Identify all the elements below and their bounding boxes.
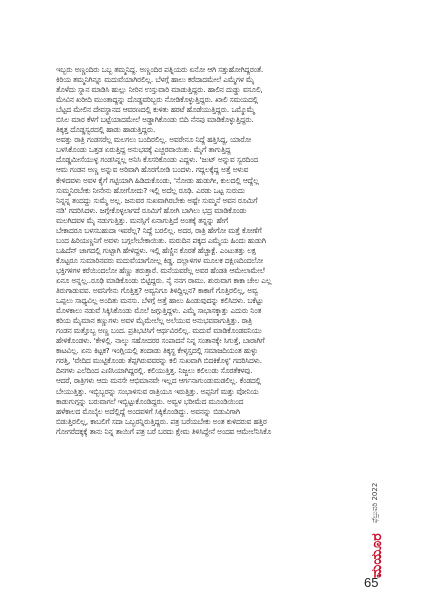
article-line: ಬಿಡುತ್ತಿರಲಿಲ್ಲ, ಕಾಬಲಿಗೆ ಸದಾ ಒಬ್ಬರನ್ನಿರುತ್ತಿದ್ದರು. ಪತ್ರ ಬರೆಯಬೇಕು ಅಂತ ಕುಳಿದರುವ ಹತ್ತಿರ [56, 416, 267, 426]
article-line: ಹೇಳಿಕೊಂಡಳು. 'ಕೇಳಿಲ್ಲಿ. ನಾಲ್ಕು ಸಹೋದರರ ಸಂಪಾದನೆ ನಿನ್ನ ಸಂತಾನಕ್ಕೇ ಸಿಗುತ್ತೆ, ಬಾರಾಗಿಗೆ [56, 336, 265, 346]
article-line: ತೊಳೆದು ಸ್ನಾನ ಮಾಡಿಸಿ ಹುಲ್ಲು ನೀರಿನ ಉಸ್ತುವಾರಿ ಮಾಡುತ್ತಿದ್ದರು. ಹಾಲಿನ ದುಡ್ಡು ವಸೂಲಿ, [56, 85, 263, 95]
article-line: ಬೆಟ್ಟದ ಮೇಲಿನ ದೇವಸ್ಥಾನದ ಆವರಣದಲ್ಲಿ ಕುಳಿತು ಹರಟೆ ಹೊಡೆಯುತ್ತಿದ್ದರು. ಒಮ್ಮೊಮ್ಮೆ [56, 105, 255, 115]
article-line: ತಿರುಗಾಡುವವ. ಅವನಿಗೇನು ಗೊತ್ತಿತ್ತ? ಅವ್ವನಿಗೂ ತಿಳಿದ್ದಿಲ್ಲನ? ಕಾಕಾಗೆ ಗೊತ್ತಿರಲಿಲ್ಲ, ಅವ್ವ [56, 286, 258, 296]
article-line: ಕಿರಿಯ ತಮ್ಮನಿಗಿನ್ನೂ ಮದುವೆಯಾಗಿರಲಿಲ್ಲ. ಬೆಳಗ್ಗೆ ಹಾಲು ಕರೆದಾದಮೇಲೆ ಎಮ್ಮೆಗಳ ಮೈ [56, 75, 255, 85]
article-line: ಸುಮ್ಮನಿರಬೇಕು ನೀನೇನು ಹೋಗೋದು? ಇಲ್ಲಿ ಅದೆಲ್ಲ ರೂಢಿ. ಎರಡು ಒಟ್ಟ ಸುರುದು [56, 185, 245, 195]
article-line: ಬಳಸಿಕೊಂಡು ಒತ್ತಡ ಏರುತ್ತಿದ್ದ ಅನುಭವಕ್ಕೆ ಎಚ್ಚರವಾಯಿತು. ಮೈಗೆ ತಾಗುತ್ತಿದ್ದ [56, 145, 231, 155]
article-line: ಗೋಗರೆದಕ್ಕಕ್ಕೆ ತಾನು ನಿನ್ನ ತಾಯಿಗೆ ಪತ್ರ ಬರೆ ಬರದು ಕ್ಷೇಮ ತಿಳಿಸಿದ್ದೇನೆ ಅಂದವ ಆಮೇಲೆನಿಸಿಕೊ [56, 426, 272, 436]
article-line: ಮೊಳಕಾಲು ನಡುವೆ ಸಿಕ್ಕಿಸಿಕೊಂಡು ಮೊಲೆ ಜಗ್ಗುತ್ತಿದ್ದಳು. ಎಮ್ಮೆ ಸಾಭಾಸಕ್ಕಾತ್ತು ಎದುರು ನಿಂತ [56, 306, 262, 316]
article-line: ಬಂದ ಹಿರಿಯಣ್ಣನಿಗೆ ಅವಳು ಬಗ್ಗಲೇಬೇಕಾಯಿತು. ಮರುದಿನ ಪಕ್ಕದ ಎಮ್ಮೆಯ ಹಿಂದು ಹುಡುಗಿ [56, 235, 266, 245]
article-line: ಗಂಡನ ಮತ್ತೊಬ್ಬ ಅಣ್ಣ ಬಂದ. ಪ್ರತಿಭಟಿಸಿಗೆ ಆರ್ಥವಿರಲಿಲ್ಲ. ಮದುವೆ ಮಾಡಿಕೊಂಡವನಿಯು [56, 326, 262, 336]
article-line: ಬಹಿದೆನ್ ಜಾಗದಲ್ಲಿ ಗುಟ್ಟಾಗಿ ಹೇಳಿದ್ದಳು. ಇಲ್ಲಿ ಹೆಣ್ಣಿನ ಕೊರತೆ ಹೆಚ್ಚಾಕ್ಟೆ. ಎಂಟುತತ್ತು ಲಕ್ಷ [56, 245, 256, 255]
article-line: ನಡಿ' ಗದರಿಸಿದಳು. ಜಗ್ಗೇಕೊಳ್ಳಲಾಗದೆ ರೂಮಿಗೆ ಹೋಗಿ ಬಾಗಿಲು ಭದ್ರ ಮಾಡಿಕೊಂಡು [56, 205, 247, 215]
article-line: ದಿನಗಳು ಎಲೆದಿಂದ ಎಣಿಸಿಯಾಗಿದ್ದರಲ್ಲಿ. ಕಲಿಯುತ್ತಿತ್ತ. ನಿಜ್ಜಲು ಕಲಿಲುಡು ಸೊರತೆಕಳವು. [56, 366, 253, 376]
page-number: 65 [364, 575, 379, 590]
article-line: ಗರತ್ತಿ, 'ವೇದಿದ ಮುಟ್ಟಿಕೊಂಡು ತೆಪ್ಪಗಿರುವವರನ್ನು ಕಲಿ ಸುಖವಾಗಿ ಬಿದಕಿಕೊಳ್ಳ' ಗದರಿಸಿದಳು. [56, 356, 262, 366]
article-line: ಕಾಡುಗುಗ್ಗನ್ನು ಬರುವಾಗಲೆ ಇಬ್ಬಿಟ್ಟುಕೊಂಡಿದ್ದರು. ಅವ್ವಳ ಭರೀಮೆದ ಮೂಂಡಿಯಿಂದ [56, 396, 244, 406]
article-line: ಮೇವಿನ ಖರೀದಿ ಮುಂತಾದ್ದನ್ನು ದೊಡ್ಡವರಿಬ್ಬರು ನೋಡಿಕೊಳ್ಳುತ್ತಿದ್ದರು. ಖಾಲಿ ಸಮಯದಲ್ಲಿ [56, 95, 259, 105]
article-line: ಮಲಗಿದವಳ ಮೈ ನಡುಗುತ್ತಿತ್ತು. ಮನಸ್ಸಿಗೆ ಏನಾಗುತ್ತಿದೆ ಅಂತಕ್ಕೆ ತನ್ನನ್ನು ಹೇಗೆ [56, 215, 228, 225]
article-line: ಕೊಟ್ಟರೂ ಸುಮಾರಿನವರು ಮದುವೆಯಾಗೋಲ್ಲ ಕಿಡ್ಡ. ದಲ್ಲಾಳಿಗಳ ಮೂಲಕ ದಕ್ಷಿಣದಿಂದಲೋ [56, 255, 264, 265]
article-line: ಹಳೆಕಾಲದ ಮೊಬೈಲ ಅದೆಲ್ಲಿದ್ದೆ ಅಂದವಳಿಗೆ ಸಿಕ್ಕಿಕೊಂಡಿದ್ದು. ಅವನನ್ನು ಬಿಡುವಿಗಾಗಿ [56, 406, 240, 416]
article-line: ದೊಡ್ಡಮೀಸೆಯುಳ್ಳ ಗಂಡಸಿನ್ನಲ್ಲ ಅನಿಸಿ ಕೊಸರಿಕೊಂಡು ಎದ್ದಳು. 'ಜುಟ್ ಅನ್ನುವ ಸ್ವರದಿಂದ [56, 155, 259, 165]
article-line: ಕೇಳಿದವಳು ಅವಳ ಕೈಗೆ ಗಟ್ಟಿಯಾಗಿ ಹಿಡಿದುಕೊಂಡು, 'ನೋಡು ಹುಡುಗೀ, ಕುಲದಲ್ಲಿ ಆದ್ದೆಲ್ಲ [56, 175, 259, 185]
article-line: ಒಪ್ಪಲು ಸಾಧ್ಯವಿಲ್ಲ ಅಂದಿತು ಮನಸು. ಬೆಳಗ್ಗೆ ಅತ್ತೆ ಹಾಲು ಹಿಂಡುವುದನ್ನು ಕಲಿಸಿದಳು. ಬಕೆಟ್ಟು [56, 296, 264, 306]
article-line: ಭಕ್ತಿಗಳಿಗಳ ಕರೆಯಿಂದಲೋ ಹೆಣ್ಣು ತರುತ್ತಾರೆ. ಮನೆಯವರೆಲ್ಲ ಅವರ ಹೆಂಡತಿ ಆಮೇಲಾಮೇಲೆ [56, 265, 265, 275]
article-line: ಆಮ ಗಂಡನ ಅಣ್ಣ ಅನ್ನುವ ಅರಿವಾಗಿ ಹೊರಗೋಡಿ ಬಂದಳು. ಗದ್ದಲಕ್ಕೆದ್ದ ಅತ್ತೆ ಅಳುವ [56, 165, 249, 175]
article-line: ತಿಕ್ಕತ್ತ ದೊಡ್ಡಸ್ವರದಲ್ಲಿ ಹಾಡು ಹಾಡುತ್ತಿದ್ದರು. [56, 125, 156, 135]
article-line: ಏನೂ ಅನ್ನಲ್ಲ..ರೂಢಿ ಮಾಡಿಕೊಂಡು ಬಿಟ್ಟಿದ್ದರು. ನೈ ನನಗ ರಾಮು. ಶುರುವಾಗ ಕಾಕಾ ಚೇಲ ಎಲ್ಲ [56, 275, 272, 285]
article-line: ಕರಿಯ ಮೈಮಾನ ಕಣ್ಣುಗಳು ಅವಳ ಮೈಮೇಲೆಲ್ಲ ಅಲೆಯುವ ಅನುಭವವಾಗುತ್ತಿತ್ತು. ರಾತ್ರಿ [56, 316, 253, 326]
article-line: ಕಾಟವಿಲ್ಲ. ಏನು ಕಿಟ್ಟಕ? ಇಂಗ್ಲಿಯಲ್ಲಿ ತಂದಾಡು ತಿಕ್ಕಸ್ಥ ಕೇಳ್ಕಸ್ತದಲ್ಲಿ ಸಮಾಜದಿಯಂತ ಹುಳ್ಳು [56, 346, 258, 356]
article-line: ಬಿಸಿಲ ಮಾರ ಕೆಳಗೆ ಬಟ್ಟೆಯಾದಮೇಲೆ ಅಡ್ಡಾಗಿಕೊಂಡು ಬಿದಿ ನೆನಪು ಮಾಡಿಕೊಳ್ಳುತ್ತಿದ್ದರು. [56, 115, 254, 125]
article-line: ಇಬ್ಬರು ಅಣ್ಣಂದಿರು ಒಬ್ಬ ತಮ್ಮನಿದ್ದ. ಅಣ್ಣಂದಿರ ಪತ್ನಿಯರು ಏನೋ ಆಗಿ ಸತ್ತುಹೋಗಿದ್ದರಂತೆ. [56, 65, 264, 74]
article-body [56, 65, 365, 571]
article-line: ಬೇಯುತ್ತಿತ್ತು. ಇಬ್ಬಿಬ್ಬರನ್ನು ಸಂಭಾಳಿಸುವ ರಾತ್ರಿಯೂ ಇರುತ್ತಿತ್ತು. ಅಪ್ಪನಿಗೆ ಮತ್ತು ವೋನಿಯ [56, 386, 259, 396]
article-line: ನಿನ್ನನ್ನ ತಂದದ್ದು ಸುಮ್ಮೆ ಅಲ್ಲ. ಜನುವರ ಸುಖವಾಗಿರಬೇಕು ಅಷ್ಟೇ ಸುಮ್ಮನೆ ಅವನ ರೂಮಿಗೆ [56, 195, 258, 205]
article-line: ಆದರೆ, ರಾತ್ರಿಗಳು ಆದು ಮನಸೇ ಆಭಿಮಾನವೇ ಇಲ್ಲದ ಆರ್ಗನಾಗುಂಡುಮಡಲಿಲ್ಲ. ಕೆಂಡದಲ್ಲಿ [56, 376, 261, 386]
article-line: ಬೇಕಾದರೂ ಬಳಸಬಹುದಾ ಇವರೆಲ್ಲ? ನಿದ್ದೆ ಬರಲಿಲ್ಲ. ಅದರ, ರಾತ್ರಿ ಹೇಗೋ ಮತ್ತೆ ಕೋಣೆಗೆ [56, 225, 262, 235]
issue-date: ಫೆಬ್ರುವರಿ 2022 [371, 482, 379, 524]
article-line: ಅವತ್ತು ರಾತ್ರಿ ಗಂಡಸರೆಲ್ಲ ಮಲಗಲು ಬಂದಿರಲಿಲ್ಲ. ಅವರೇನೂ ನಿದ್ದೆ ಹತ್ತಿಸಿದ್ದ, ಯಾರೋ [56, 135, 252, 145]
magazine-logo: ಮಯೂರ [369, 533, 385, 578]
